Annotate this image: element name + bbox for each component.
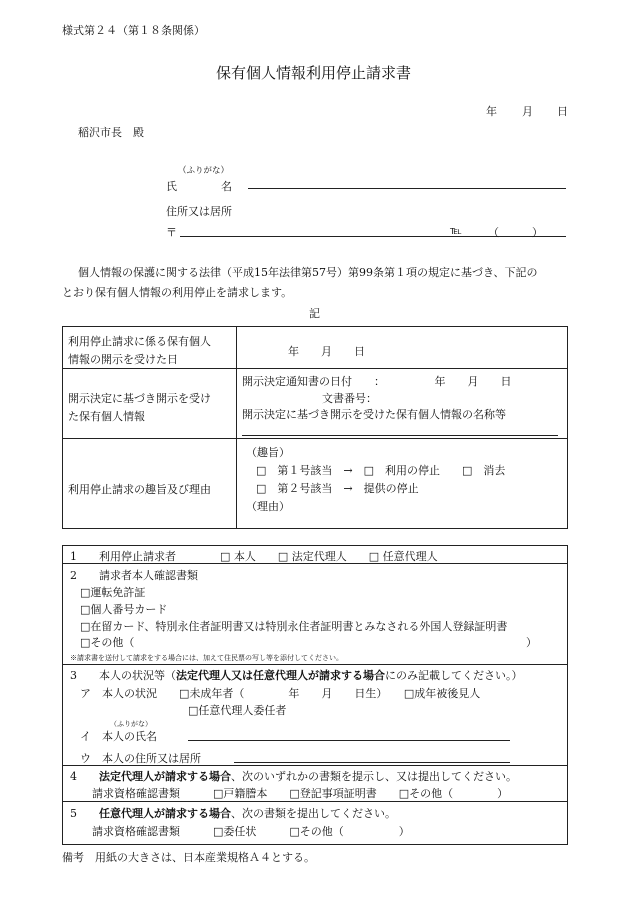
date-day-label: 日	[557, 105, 568, 118]
footer-note: 備考 用紙の大きさは、日本産業規格Ａ４とする。	[62, 851, 315, 864]
page-title: 保有個人情報利用停止請求書	[216, 64, 412, 82]
voluntary-rep-number: 5	[70, 807, 77, 820]
id-doc-license[interactable]: □運転免許証	[80, 586, 146, 599]
intro-line1: 個人情報の保護に関する法律（平成15年法律第57号）第99条第１項の規定に基づき、下記の	[78, 266, 538, 279]
id-doc-residence-card[interactable]: □在留カード、特別永住者証明書又は特別永住者証明書とみなされる外国人登録証明書	[80, 620, 508, 633]
principal-name-input-line[interactable]	[188, 740, 510, 741]
row3-label: 利用停止請求の趣旨及び理由	[68, 483, 211, 496]
principal-proxy-option[interactable]: □任意代理人委任者	[188, 704, 287, 717]
legal-rep-bold: 法定代理人が請求する場合	[99, 770, 231, 783]
table-row-separator	[62, 368, 568, 369]
date-year-label: 年	[486, 105, 497, 118]
principal-status-bold: 法定代理人又は任意代理人が請求する場合	[176, 669, 385, 682]
id-docs-note: ※請求書を送付して請求をする場合には、加えて住民票の写し等を添付してください。	[70, 654, 343, 662]
name-input-line[interactable]	[248, 188, 566, 189]
purpose-label: （趣旨）	[246, 446, 290, 459]
principal-status-options[interactable]: ア 本人の状況 □未成年者（ 年 月 日生） □成年被後見人	[80, 687, 481, 700]
row1-label-2: 情報の開示を受けた日	[68, 353, 178, 366]
id-doc-mynumber[interactable]: □個人番号カード	[80, 603, 168, 616]
purpose-option-2[interactable]: □ 第２号該当 → 提供の停止	[256, 482, 419, 495]
id-doc-other-close: ）	[526, 636, 537, 649]
row2-label-2: た保有個人情報	[68, 410, 145, 423]
principal-status-pre: 3 本人の状況等（	[70, 669, 176, 682]
address-label: 住所又は居所	[166, 205, 232, 218]
info-name-input-line[interactable]	[242, 435, 558, 436]
table-divider	[236, 326, 237, 529]
purpose-option-1[interactable]: □ 第１号該当 → □ 利用の停止 □ 消去	[256, 464, 506, 477]
form-number: 様式第２４（第１８条関係）	[62, 24, 205, 37]
section-separator	[62, 801, 568, 802]
voluntary-rep-title	[70, 805, 396, 821]
legal-rep-docs[interactable]: 請求資格確認書類 □戸籍謄本 □登記事項証明書 □その他（ ）	[92, 787, 509, 800]
furigana-label: （ふりがな）	[178, 166, 230, 176]
legal-rep-number: 4	[70, 770, 77, 783]
document-number[interactable]: 文書番号：	[322, 392, 377, 405]
table-row-separator	[62, 438, 568, 439]
notice-date[interactable]: 開示決定通知書の日付 ： 年 月 日	[242, 375, 512, 388]
tel-mark: ℡	[450, 224, 462, 237]
legal-rep-title	[70, 768, 517, 784]
principal-name-label: イ 本人の氏名	[80, 730, 157, 743]
postal-mark: 〒	[166, 226, 177, 239]
section-separator	[62, 664, 568, 665]
ki-label: 記	[309, 307, 320, 320]
principal-address-input-line[interactable]	[234, 762, 510, 763]
principal-status-title	[70, 667, 523, 683]
row1-date-value[interactable]: 年 月 日	[288, 345, 365, 358]
principal-address-label: ウ 本人の住所又は居所	[80, 752, 201, 765]
addressee: 稲沢市長 殿	[78, 126, 144, 139]
date-month-label: 月	[522, 105, 533, 118]
tel-parens[interactable]: （ ）	[488, 226, 543, 239]
voluntary-rep-bold: 任意代理人が請求する場合	[99, 807, 231, 820]
reason-label: （理由）	[246, 500, 290, 513]
principal-status-post: にのみ記載してください。）	[385, 669, 523, 682]
requester-type[interactable]: 1 利用停止請求者 □ 本人 □ 法定代理人 □ 任意代理人	[70, 550, 438, 563]
voluntary-rep-text: 、次の書類を提出してください。	[231, 807, 396, 820]
intro-line2: とおり保有個人情報の利用停止を請求します。	[62, 286, 293, 299]
name-label: 氏 名	[166, 180, 232, 193]
principal-furigana-label: （ふりがな）	[110, 720, 152, 728]
voluntary-rep-docs[interactable]: 請求資格確認書類 □委任状 □その他（ ）	[92, 825, 410, 838]
row1-label: 利用停止請求に係る保有個人	[68, 335, 211, 348]
id-doc-other[interactable]: □その他（	[80, 636, 135, 649]
id-docs-title: 2 請求者本人確認書類	[70, 569, 198, 582]
row2-label: 開示決定に基づき開示を受け	[68, 392, 211, 405]
info-name-label: 開示決定に基づき開示を受けた保有個人情報の名称等	[242, 408, 506, 421]
legal-rep-text: 、次のいずれかの書類を提示し、又は提出してください。	[231, 770, 517, 783]
